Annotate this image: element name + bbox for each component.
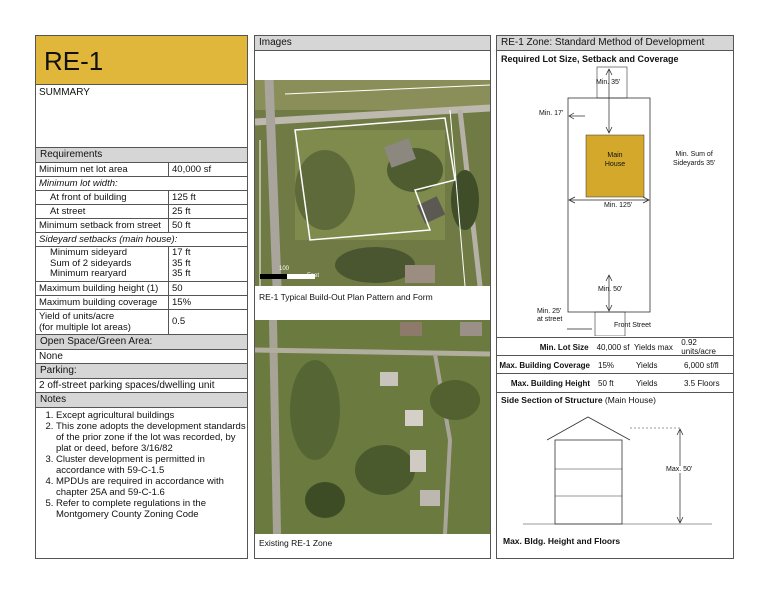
stat-row: Max. Building Coverage 15% Yields 6,000 sf/fl	[497, 355, 733, 374]
open-space-header: Open Space/Green Area:	[36, 335, 247, 350]
req-row: Maximum building height (1) 50	[36, 282, 247, 296]
req-row: Sideyard setbacks (main house):	[36, 233, 247, 247]
note-item: 3. Cluster development is permitted in accordance with 59-C-1.5	[56, 454, 247, 476]
scale-label: 100	[279, 266, 290, 272]
yield-row: Yield of units/acre (for multiple lot areas) 0.5	[36, 310, 247, 335]
parking-value: 2 off-street parking spaces/dwelling unit	[36, 379, 247, 393]
build-out-aerial-image	[255, 80, 490, 286]
notes-list	[36, 410, 247, 520]
parking-header: Parking:	[36, 364, 247, 379]
min-25-label: Min. 25' at street	[537, 308, 563, 323]
req-row: Minimum net lot area 40,000 sf	[36, 163, 247, 177]
scale-unit: Feet	[307, 273, 320, 279]
front-street-label: Front Street	[614, 322, 651, 329]
note-item: 4. MPDUs are required in accordance with chapter 25A and 59-C-1.6	[56, 476, 247, 498]
req-row: Minimum lot width:	[36, 177, 247, 191]
development-header: RE-1 Zone: Standard Method of Development	[497, 36, 733, 51]
stat-row: Min. Lot Size 40,000 sf Yields max 0.92 units/acre	[497, 337, 733, 356]
req-row: Maximum building coverage 15%	[36, 296, 247, 310]
summary-label: SUMMARY	[36, 85, 247, 148]
zone-title: RE-1	[36, 36, 247, 85]
summary-panel	[35, 35, 248, 559]
stat-row: Max. Building Height 50 ft Yields 3.5 Floors	[497, 373, 733, 393]
sideyard-row: Minimum sideyard Sum of 2 sideyards Minimum rearyard 17 ft 35 ft 35 ft	[36, 247, 247, 282]
min-17-label: Min. 17'	[539, 110, 564, 117]
images-panel	[254, 35, 491, 559]
open-space-value: None	[36, 350, 247, 364]
lot-size-subtitle: Required Lot Size, Setback and Coverage	[501, 54, 679, 64]
note-item: 1. Except agricultural buildings	[56, 410, 247, 421]
req-row: Minimum setback from street 50 ft	[36, 219, 247, 233]
note-item: 5. Refer to complete regulations in the Montgomery County Zoning Code	[56, 498, 247, 520]
sum-sideyards-label: Min. Sum of Sideyards 35'	[673, 151, 716, 167]
requirements-header: Requirements	[36, 148, 247, 163]
images-header: Images	[255, 36, 490, 51]
notes-header: Notes	[36, 393, 247, 408]
min-125-label: Min. 125'	[604, 202, 633, 209]
development-panel	[496, 35, 734, 559]
note-item: 2. This zone adopts the development standards of the prior zone if the lot was recorded, by plat or deed, before 3/16/82	[56, 421, 247, 454]
req-row: At front of building 125 ft	[36, 191, 247, 205]
side-section-subtitle: Side Section of Structure (Main House)	[501, 395, 656, 405]
caption-existing: Existing RE-1 Zone	[259, 538, 333, 548]
min-50-label: Min. 50'	[598, 286, 623, 293]
main-house-label: Main House	[604, 152, 626, 168]
caption-build-out: RE-1 Typical Build-Out Plan Pattern and Form	[259, 292, 433, 302]
existing-zone-aerial-image	[255, 320, 490, 534]
min-35-label: Min. 35'	[596, 79, 621, 86]
req-row: At street 25 ft	[36, 205, 247, 219]
lot-setback-diagram	[497, 66, 733, 336]
max-50-label: Max. 50'	[666, 466, 693, 473]
side-section-diagram	[497, 414, 733, 529]
max-bldg-height-label: Max. Bldg. Height and Floors	[503, 536, 621, 546]
